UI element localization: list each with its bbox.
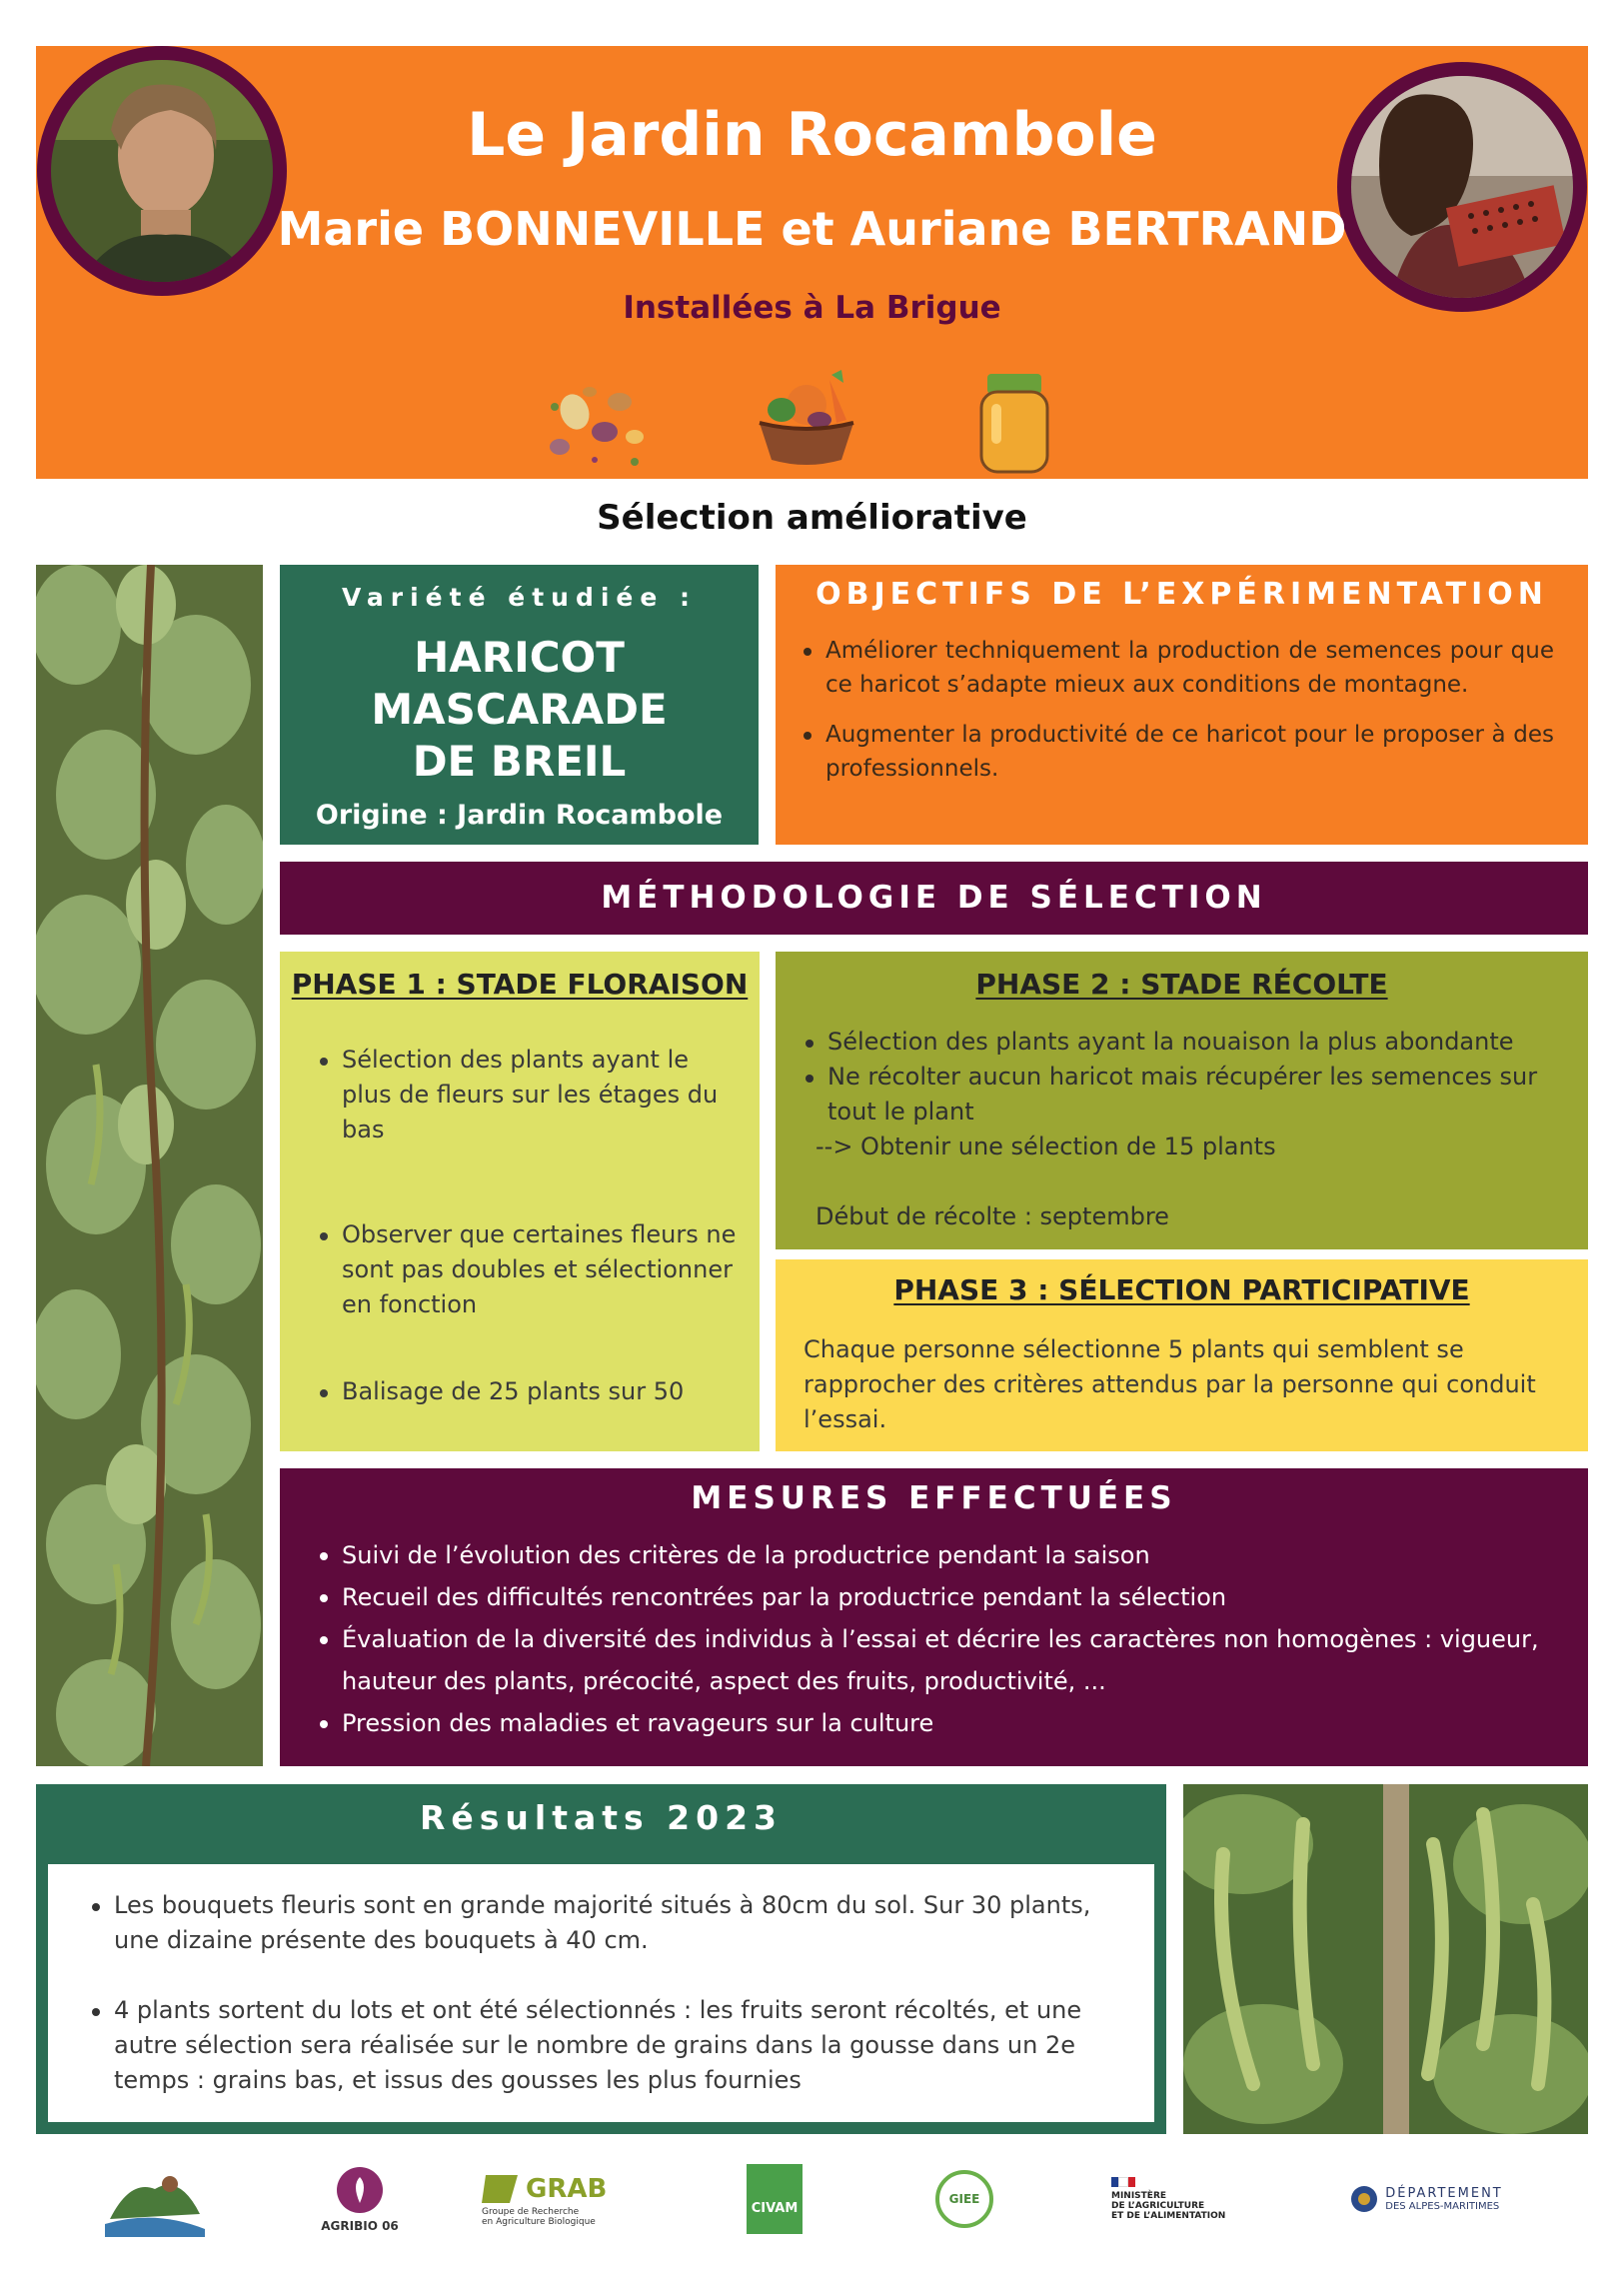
objectives-title: OBJECTIFS DE L’EXPÉRIMENTATION	[815, 577, 1548, 612]
list-item: Sélection des plants ayant la nouaison la plus abondante	[802, 1025, 1568, 1060]
vegetable-basket-icon	[752, 365, 861, 475]
grab-icon	[482, 2171, 522, 2207]
list-item: Améliorer techniquement la production de semences pour que ce haricot s’adapte mieux aux conditions de montagne.	[800, 634, 1554, 702]
phase2-box	[776, 952, 1588, 1249]
bean-pods-photo	[1183, 1784, 1588, 2134]
giee-label: GIEE	[948, 2192, 980, 2206]
list-item: Observer que certaines fleurs ne sont pas doubles et sélectionner en fonction	[316, 1217, 740, 1322]
ministere-line1: MINISTÈRE	[1111, 2191, 1167, 2201]
phase2-list	[802, 1025, 1568, 1130]
page-title: Le Jardin Rocambole	[467, 100, 1157, 170]
list-item: Ne récolter aucun haricot mais récupérer les semences sur tout le plant	[802, 1060, 1568, 1130]
civam-logo	[740, 2149, 810, 2249]
ministere-line2: DE L’AGRICULTURE	[1111, 2201, 1205, 2211]
phase2-result-note: --> Obtenir une sélection de 15 plants	[815, 1133, 1276, 1160]
objectives-box	[776, 565, 1588, 845]
variety-name-line2: MASCARADE	[371, 685, 668, 734]
variety-origin: Origine : Jardin Rocambole	[315, 800, 724, 831]
phase1-title: PHASE 1 : STADE FLORAISON	[291, 968, 749, 1001]
measures-title: MESURES EFFECTUÉES	[691, 1480, 1177, 1516]
list-item: Pression des maladies et ravageurs sur la culture	[316, 1702, 1558, 1744]
list-item: 4 plants sortent du lots et ont été sélectionnés : les fruits seront récoltés, et une autre sélection sera réalisée sur le nombre de grains dans la gousse dans un 2e temps : grains bas, et issus des gousses les plus fournies	[88, 1993, 1124, 2098]
grab-logo	[482, 2149, 632, 2249]
results-box	[36, 1784, 1166, 2134]
seeds-icon	[535, 372, 655, 472]
agribio-icon	[335, 2165, 385, 2215]
farmers-names: Marie BONNEVILLE et Auriane BERTRAND	[277, 202, 1347, 256]
list-item: Sélection des plants ayant le plus de fleurs sur les étages du bas	[316, 1043, 740, 1147]
section-title: Sélection améliorative	[597, 498, 1027, 538]
measures-box	[280, 1468, 1588, 1766]
variety-name-line3: DE BREIL	[412, 737, 627, 786]
methodology-banner: MÉTHODOLOGIE DE SÉLECTION	[280, 862, 1588, 935]
list-item: Balisage de 25 plants sur 50	[316, 1374, 740, 1409]
agribio-label: AGRIBIO 06	[321, 2219, 399, 2233]
list-item: Suivi de l’évolution des critères de la productrice pendant la saison	[316, 1534, 1558, 1576]
list-item: Augmenter la productivité de ce haricot pour le proposer à des professionnels.	[800, 718, 1554, 786]
list-item: Évaluation de la diversité des individus à l’essai et décrire les caractères non homogènes : vigueur, hauteur des plants, précocité, aspect des fruits, productivité, ...	[316, 1618, 1558, 1702]
phase3-box	[776, 1259, 1588, 1451]
results-title: Résultats 2023	[419, 1798, 784, 1837]
departement-line1: DÉPARTEMENT	[1385, 2186, 1503, 2201]
agribio-logo	[310, 2149, 410, 2249]
departement-crest-icon	[1349, 2184, 1379, 2214]
departement-logo	[1331, 2149, 1521, 2249]
variety-name	[280, 632, 759, 788]
phase3-title: PHASE 3 : SÉLECTION PARTICIPATIVE	[893, 1273, 1470, 1306]
civam-label: CIVAM	[751, 2201, 799, 2216]
grab-subtitle-1: Groupe de Recherche	[482, 2207, 580, 2217]
phase1-box	[280, 952, 760, 1451]
avatar-left	[37, 46, 287, 296]
variety-name-line1: HARICOT	[414, 633, 625, 682]
phase1-list	[316, 1043, 740, 1409]
phase2-title: PHASE 2 : STADE RÉCOLTE	[975, 968, 1388, 1001]
variety-box	[280, 565, 759, 845]
phase2-harvest-date: Début de récolte : septembre	[815, 1202, 1169, 1230]
ministere-logo	[1111, 2149, 1241, 2249]
objectives-list	[800, 634, 1554, 786]
measures-list	[316, 1534, 1558, 1744]
departement-line2: DES ALPES-MARITIMES	[1385, 2201, 1500, 2212]
results-list	[88, 1888, 1124, 2098]
french-flag-icon	[1111, 2177, 1135, 2187]
grab-label: GRAB	[526, 2174, 608, 2204]
list-item: Recueil des difficultés rencontrées par la productrice pendant la sélection	[316, 1576, 1558, 1618]
jardin-rocambole-logo	[100, 2149, 210, 2249]
jar-icon	[969, 368, 1059, 478]
phase3-text: Chaque personne sélectionne 5 plants qui semblent se rapprocher des critères attendus par la personne qui conduit l’essai.	[804, 1335, 1536, 1433]
location-text: Installées à La Brigue	[623, 290, 1001, 326]
results-panel	[48, 1864, 1154, 2122]
grab-subtitle-2: en Agriculture Biologique	[482, 2217, 596, 2227]
ministere-line3: ET DE L’ALIMENTATION	[1111, 2211, 1226, 2221]
list-item: Les bouquets fleuris sont en grande majorité situés à 80cm du sol. Sur 30 plants, une dizaine présente des bouquets à 40 cm.	[88, 1888, 1124, 1958]
bean-plant-photo	[36, 565, 263, 1766]
giee-logo	[929, 2149, 999, 2249]
variety-label: Variété étudiée :	[341, 583, 698, 612]
